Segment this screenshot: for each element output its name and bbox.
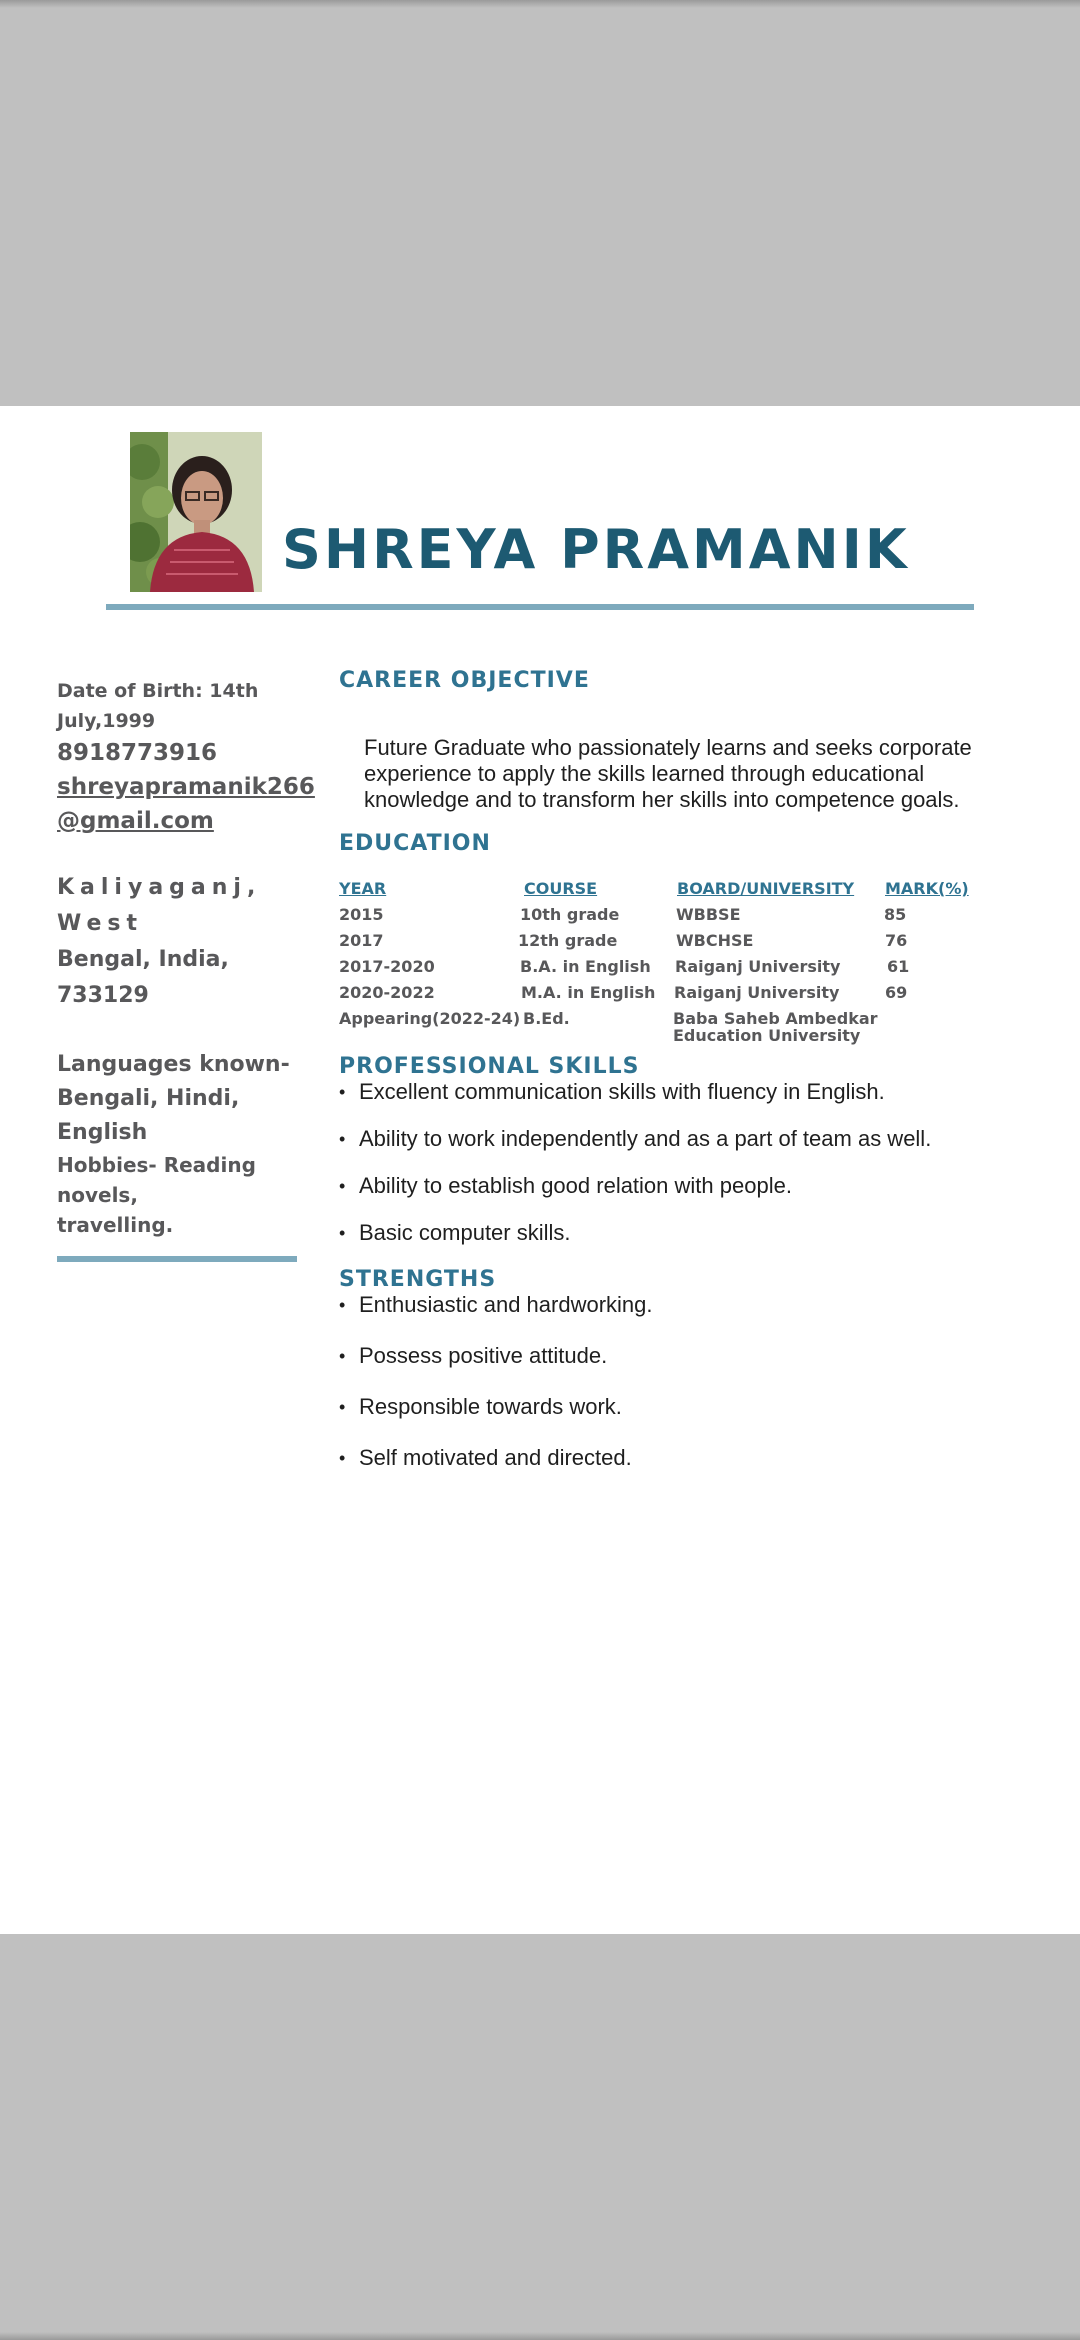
career-objective-text: Future Graduate who passionately learns and seeks corporate experience to apply the skills learned through educational knowledge and to transform her skills into competence goals.: [364, 735, 972, 812]
education-cell-mark: 85: [884, 905, 907, 924]
skill-text: Ability to work independently and as a part of team as well.: [359, 1126, 932, 1151]
education-header-course: COURSE: [524, 879, 598, 898]
education-header-year: YEAR: [339, 879, 387, 898]
languages: [57, 1048, 317, 1150]
list-item: [339, 1394, 999, 1420]
bullet-icon: •: [339, 1295, 346, 1315]
education-cell-year: 2017-2020: [339, 957, 435, 976]
professional-skills-list: [339, 1079, 999, 1246]
list-item: [339, 1079, 999, 1105]
list-item: [339, 1343, 999, 1369]
education-header-mark: MARK(%): [885, 879, 969, 898]
languages-list: Bengali, Hindi, English: [57, 1086, 240, 1145]
contact-sidebar: [57, 676, 317, 1262]
education-cell-board: WBCHSE: [676, 931, 754, 950]
candidate-name: SHREYA PRAMANIK: [282, 518, 910, 581]
address-line-1: Kaliyaganj, West: [57, 875, 262, 936]
career-objective-heading: CAREER OBJECTIVE: [339, 668, 590, 693]
date-of-birth: Date of Birth: 14th July,1999: [57, 680, 259, 732]
portrait-photo: [130, 432, 262, 592]
education-cell-mark: 76: [885, 931, 908, 950]
viewer-top-shadow: [0, 0, 1080, 8]
bullet-icon: •: [339, 1223, 346, 1243]
bullet-icon: •: [339, 1082, 346, 1102]
professional-skills-heading: PROFESSIONAL SKILLS: [339, 1054, 640, 1079]
list-item: [339, 1173, 999, 1199]
bullet-icon: •: [339, 1397, 346, 1417]
bullet-icon: •: [339, 1176, 346, 1196]
email-link[interactable]: shreyapramanik266@gmail.com: [57, 774, 315, 834]
phone-number: 8918773916: [57, 740, 218, 766]
education-heading: EDUCATION: [339, 831, 491, 856]
viewer-bottom-shadow: [0, 2332, 1080, 2340]
strength-text: Self motivated and directed.: [359, 1445, 632, 1470]
header-divider: [106, 604, 974, 610]
education-cell-year: 2015: [339, 905, 384, 924]
education-cell-year: Appearing(2022-24): [339, 1009, 521, 1028]
hobbies-line-2: travelling.: [57, 1213, 174, 1237]
education-cell-year: 2017: [339, 931, 384, 950]
main-column: [339, 668, 999, 1496]
education-cell-course: B.Ed.: [523, 1009, 570, 1028]
bullet-icon: •: [339, 1129, 346, 1149]
education-cell-course: M.A. in English: [521, 983, 656, 1002]
list-item: [339, 1126, 999, 1152]
education-cell-mark: 61: [887, 957, 910, 976]
address: [57, 870, 317, 1014]
skill-text: Ability to establish good relation with people.: [359, 1173, 792, 1198]
address-line-2: Bengal, India, 733129: [57, 947, 229, 1008]
hobbies: [57, 1150, 317, 1240]
skill-text: Excellent communication skills with fluency in English.: [359, 1079, 885, 1104]
strength-text: Responsible towards work.: [359, 1394, 622, 1419]
strength-text: Possess positive attitude.: [359, 1343, 608, 1368]
strengths-heading: STRENGTHS: [339, 1267, 497, 1292]
education-table: [339, 880, 999, 1050]
education-cell-board: WBBSE: [676, 905, 741, 924]
hobbies-line-1: Hobbies- Reading novels,: [57, 1153, 256, 1207]
strengths-list: [339, 1292, 999, 1471]
education-cell-year: 2020-2022: [339, 983, 435, 1002]
education-cell-board: Raiganj University: [675, 957, 841, 976]
bullet-icon: •: [339, 1346, 346, 1366]
sidebar-divider: [57, 1256, 297, 1262]
languages-label: Languages known-: [57, 1052, 290, 1077]
education-cell-course: B.A. in English: [520, 957, 651, 976]
list-item: [339, 1292, 999, 1318]
list-item: [339, 1445, 999, 1471]
strength-text: Enthusiastic and hardworking.: [359, 1292, 653, 1317]
skill-text: Basic computer skills.: [359, 1220, 571, 1245]
education-cell-board-line-2: Education University: [673, 1026, 861, 1045]
education-cell-mark: 69: [885, 983, 908, 1002]
education-header-board: BOARD/UNIVERSITY: [677, 879, 855, 898]
bullet-icon: •: [339, 1448, 346, 1468]
list-item: [339, 1220, 999, 1246]
education-cell-board: Raiganj University: [674, 983, 840, 1002]
education-cell-course: 12th grade: [518, 931, 618, 950]
resume-page[interactable]: [0, 406, 1080, 1934]
education-cell-course: 10th grade: [520, 905, 620, 924]
education-cell-board: Baba Saheb Ambedkar: [673, 1009, 878, 1028]
